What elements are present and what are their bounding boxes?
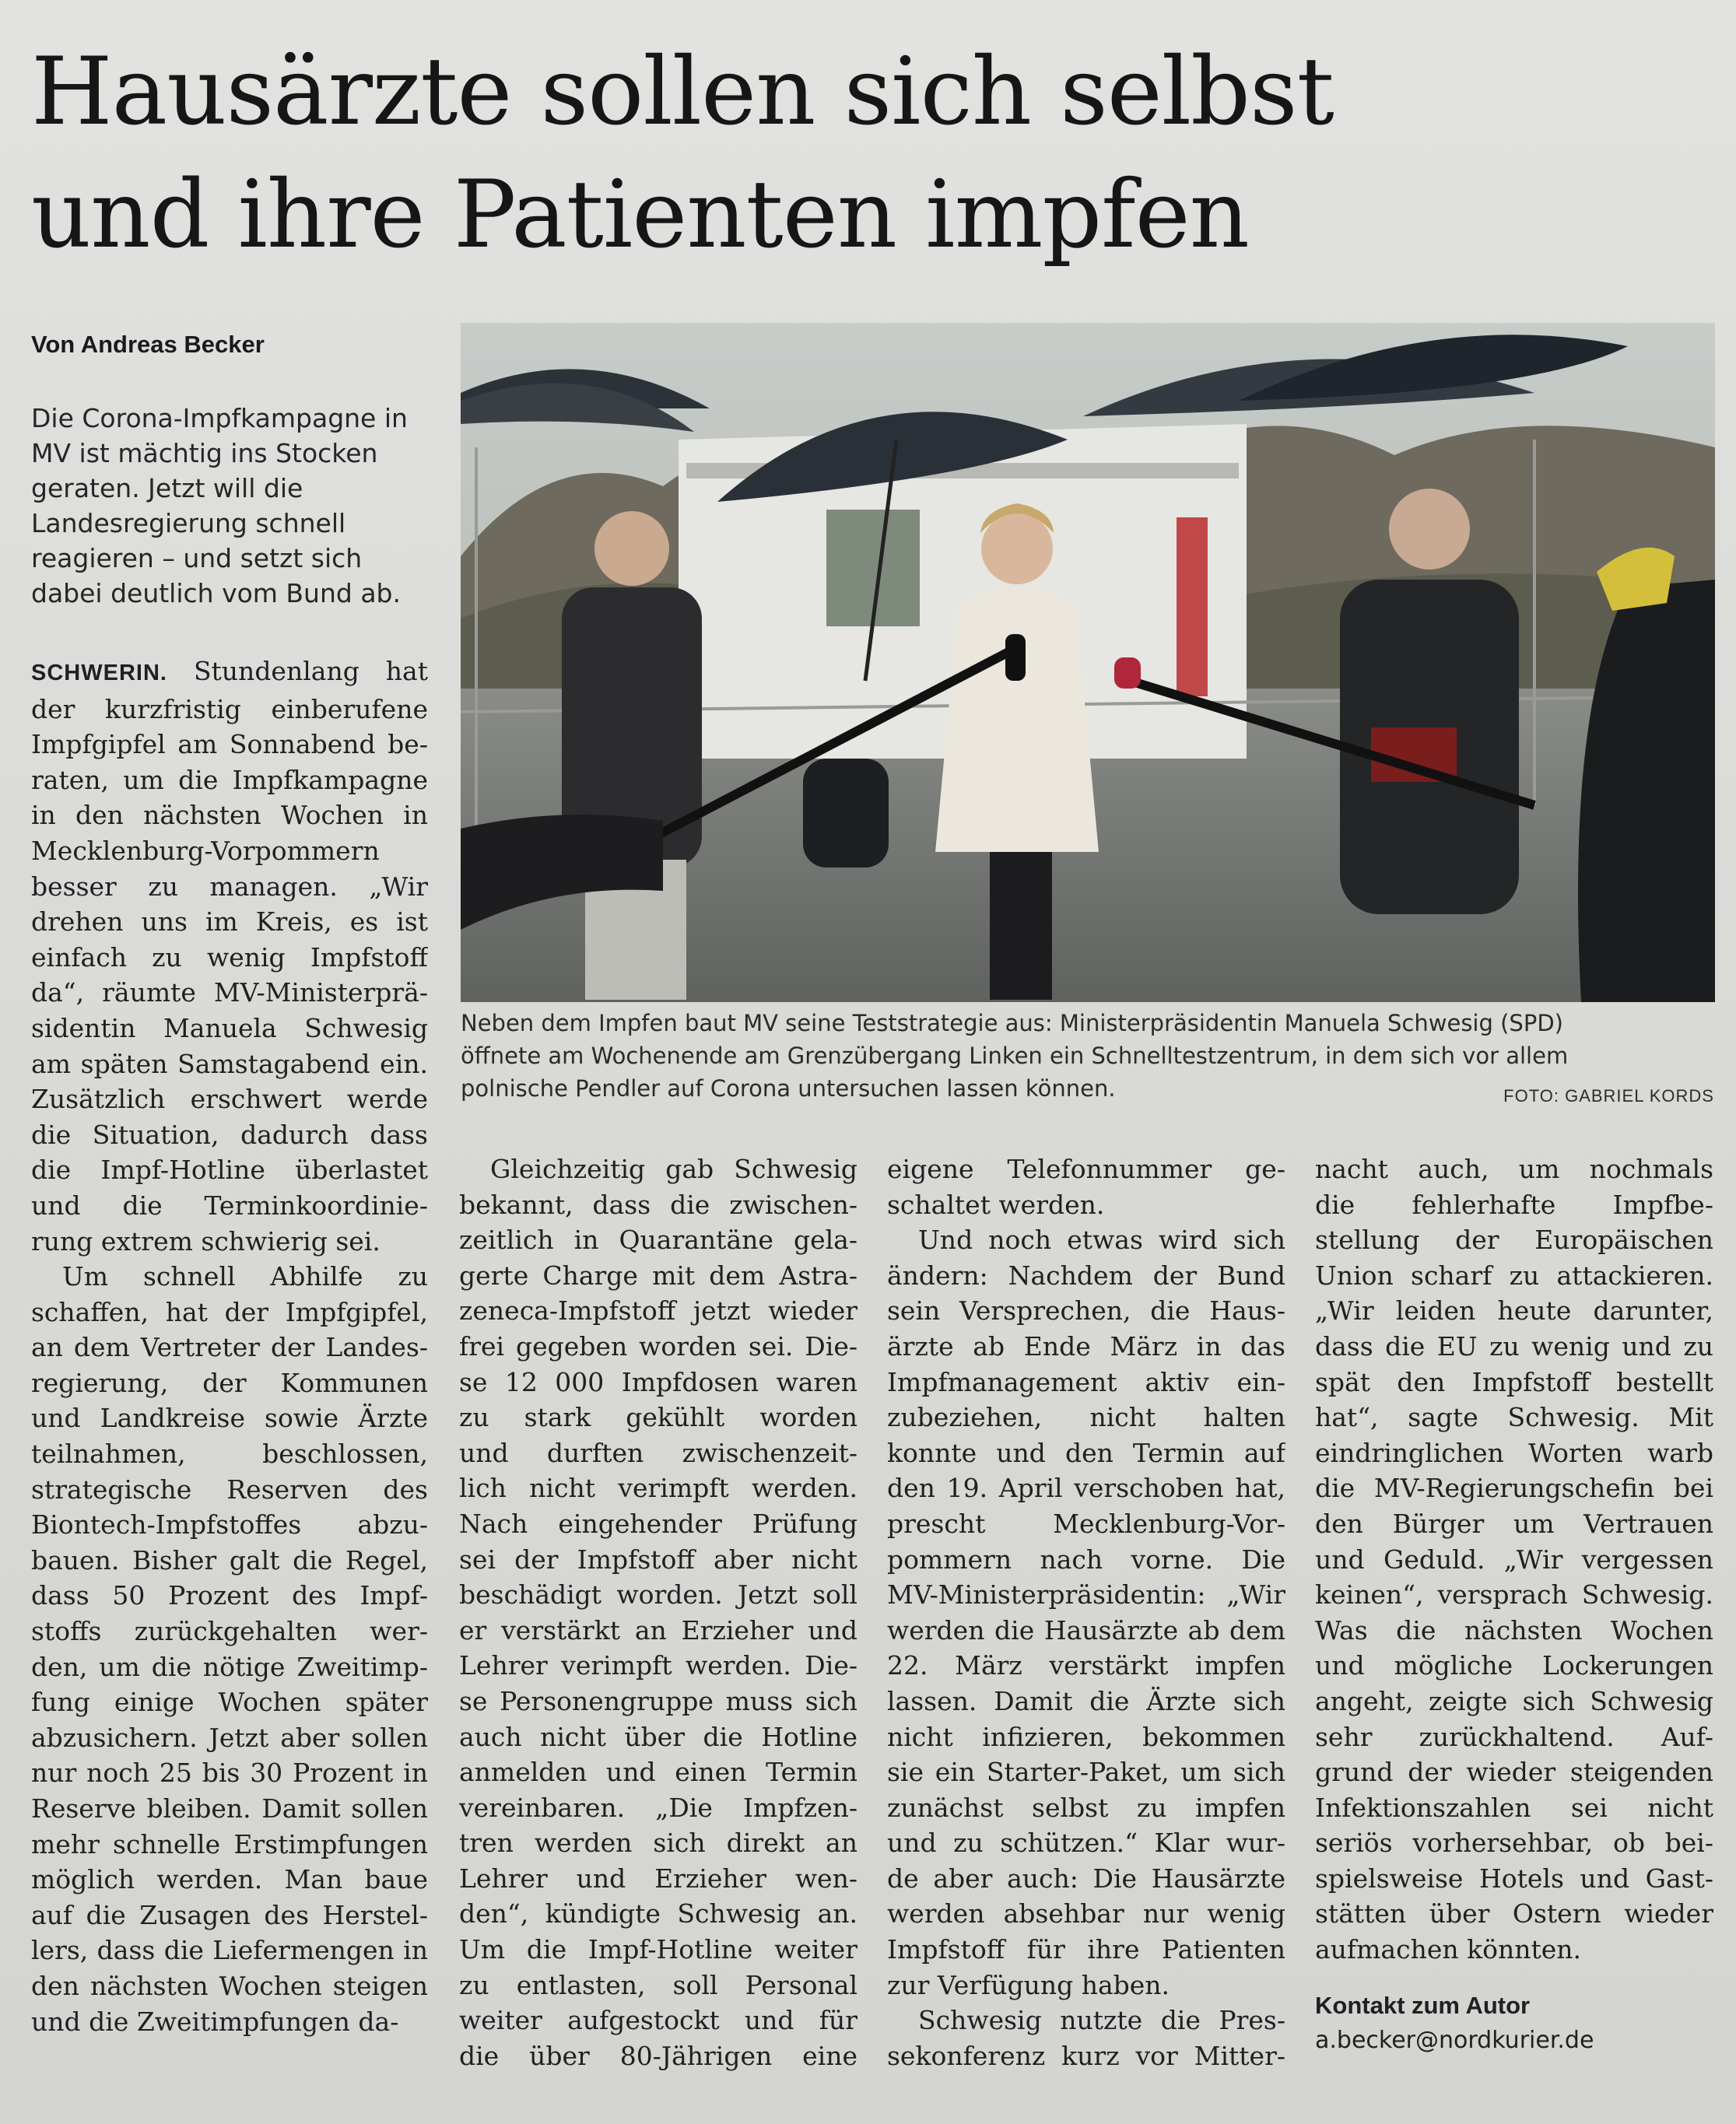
text-line: pommern nach vorne. Die <box>887 1544 1285 1575</box>
text-line: da“, räumte MV-Ministerprä- <box>31 977 428 1008</box>
text-line: rung extrem schwierig sei. <box>31 1225 381 1257</box>
text-line: hat“, sagte Schwesig. Mit <box>1315 1402 1713 1433</box>
text-line: stoffs zurückgehalten wer- <box>31 1616 428 1647</box>
press-photo <box>461 323 1715 1002</box>
text-line: zur Verfügung haben. <box>887 1969 1170 2000</box>
contact-label: Kontakt zum Autor <box>1315 1991 1531 2019</box>
text-line: eindringlichen Worten warb <box>1315 1437 1713 1468</box>
caption-line: Neben dem Impfen baut MV seine Teststrategie aus: Ministerpräsidentin Manuela Schwesig (SPD) <box>461 1010 1563 1036</box>
caption-line: polnische Pendler auf Corona untersuchen lassen können. <box>461 1075 1116 1102</box>
text-line: gerte Charge mit dem Astra- <box>459 1260 857 1291</box>
text-line: Schwesig nutzte die Pres- <box>918 2005 1285 2036</box>
headline-line-2: und ihre Patienten impfen <box>31 161 1249 269</box>
text-line: frei gegeben worden sei. Die- <box>459 1330 857 1362</box>
text-line: nur noch 25 bis 30 Prozent in <box>31 1758 428 1789</box>
text-line: den“, kündigte Schwesig an. <box>459 1898 857 1929</box>
lead-line: geraten. Jetzt will die <box>31 473 303 503</box>
author-email-link[interactable]: a.becker@nordkurier.de <box>1315 2027 1594 2055</box>
text-line: den, um die nötige Zweitimp- <box>31 1651 428 1682</box>
text-line: tren werden sich direkt an <box>459 1828 857 1859</box>
article-column-3 <box>887 1151 1285 2073</box>
text-line: schaffen, hat der Impfgipfel, <box>31 1296 428 1327</box>
text-line: weiter aufgestockt und für <box>459 2005 857 2036</box>
text-line: zu entlasten, soll Personal <box>459 1969 857 2000</box>
text-line: mehr schnelle Erstimpfungen <box>31 1828 428 1859</box>
text-line: und die Terminkoordinie- <box>31 1190 428 1221</box>
text-line: die Situation, dadurch dass <box>31 1119 428 1150</box>
text-line: Zusätzlich erschwert werde <box>31 1084 428 1115</box>
press-photo-illustration <box>461 323 1715 1002</box>
text-line: dass 50 Prozent des Impf- <box>31 1580 428 1611</box>
text-line <box>31 654 428 692</box>
text-line: und mögliche Lockerungen <box>1315 1650 1713 1681</box>
text-line: und die Zweitimpfungen da- <box>31 2006 399 2037</box>
text-line: die über 80-Jährigen eine <box>459 2040 857 2071</box>
text-line: der kurzfristig einberufene <box>31 693 428 724</box>
text-line: bekannt, dass die zwischen- <box>459 1189 857 1220</box>
text-line: se Personengruppe muss sich <box>459 1685 857 1716</box>
text-line: drehen uns im Kreis, es ist <box>31 906 428 938</box>
text-line: regierung, der Kommunen <box>31 1367 428 1398</box>
text-line: schaltet werden. <box>887 1189 1105 1220</box>
text-line: die Impf-Hotline überlastet <box>31 1155 428 1186</box>
text-line: zeitlich in Quarantäne gela- <box>459 1225 857 1256</box>
text-line: spielsweise Hotels und Gast- <box>1315 1863 1713 1894</box>
text-line: stätten über Ostern wieder <box>1315 1898 1713 1929</box>
text-line: sekonferenz kurz vor Mitter- <box>887 2040 1285 2071</box>
article-column-4 <box>1315 1151 1713 2059</box>
text-line: zeneca-Impfstoff jetzt wieder <box>459 1295 857 1327</box>
text-line: MV-Ministerpräsidentin: „Wir <box>887 1579 1285 1611</box>
text-line: beschädigt worden. Jetzt soll <box>459 1579 857 1611</box>
text-line: besser zu managen. „Wir <box>31 871 428 902</box>
text-line: Was die nächsten Wochen <box>1315 1614 1713 1646</box>
text-line: 22. März verstärkt impfen <box>887 1650 1285 1681</box>
text-line: an dem Vertreter der Landes- <box>31 1332 428 1363</box>
text-line: Union scharf zu attackieren. <box>1315 1260 1713 1291</box>
text-line: werden die Hausärzte ab dem <box>887 1614 1285 1646</box>
text-line: ändern: Nachdem der Bund <box>887 1260 1285 1291</box>
spacer <box>1315 1968 1713 1988</box>
text-line: bauen. Bisher galt die Regel, <box>31 1544 428 1575</box>
text-line: „Wir leiden heute darunter, <box>1315 1295 1713 1327</box>
text-line: den nächsten Wochen steigen <box>31 1970 428 2001</box>
text-line: und durften zwischenzeit- <box>459 1437 857 1468</box>
text-line: Nach eingehender Prüfung <box>459 1508 857 1539</box>
text-line: Lehrer und Erzieher wen- <box>459 1863 857 1894</box>
text-line: Um schnell Abhilfe zu <box>62 1261 428 1292</box>
text-line: die fehlerhafte Impfbe- <box>1315 1189 1713 1220</box>
text-line: sein Versprechen, die Haus- <box>887 1295 1285 1327</box>
text-line: sie ein Starter-Paket, um sich <box>887 1757 1285 1788</box>
headline <box>31 31 1712 277</box>
text-line: auf die Zusagen des Herstel- <box>31 1899 428 1930</box>
text-line: zunächst selbst zu impfen <box>887 1792 1285 1823</box>
text-line: raten, um die Impfkampagne <box>31 764 428 795</box>
text-line: am späten Samstagabend ein. <box>31 1048 428 1079</box>
text-line: konnte und den Termin auf <box>887 1437 1285 1468</box>
lead-line: Die Corona-Impfkampagne in <box>31 403 408 433</box>
text-line: sei der Impfstoff aber nicht <box>459 1544 857 1575</box>
text-line: und zu schützen.“ Klar wur- <box>887 1828 1285 1859</box>
text-line: den Bürger um Vertrauen <box>1315 1508 1713 1539</box>
text-line: nicht infizieren, bekommen <box>887 1721 1285 1752</box>
article-column-2 <box>459 1151 857 2073</box>
text-line: anmelden und einen Termin <box>459 1757 857 1788</box>
text-line: lers, dass die Liefermengen in <box>31 1935 428 1966</box>
text-line: Mecklenburg-Vorpommern <box>31 835 380 866</box>
text-line: spät den Impfstoff bestellt <box>1315 1366 1713 1397</box>
text-line: möglich werden. Man baue <box>31 1864 428 1895</box>
text-fragment: Stundenlang hat <box>193 656 428 686</box>
text-line: Biontech-Impfstoffes abzu- <box>31 1509 428 1540</box>
text-line: sidentin Manuela Schwesig <box>31 1012 428 1043</box>
text-line: zu stark gekühlt worden <box>459 1402 857 1433</box>
text-line: Infektionszahlen sei nicht <box>1315 1792 1713 1823</box>
text-line: und Landkreise sowie Ärzte <box>31 1403 428 1434</box>
photo-credit: FOTO: GABRIEL KORDS <box>1503 1086 1714 1106</box>
text-line: werden absehbar nur wenig <box>887 1898 1285 1929</box>
text-line: nacht auch, um nochmals <box>1315 1154 1713 1184</box>
text-line: sehr zurückhaltend. Auf- <box>1315 1721 1713 1752</box>
text-line: se 12 000 Impfdosen waren <box>459 1366 857 1397</box>
lead-line: MV ist mächtig ins Stocken <box>31 438 378 468</box>
text-line: ärzte ab Ende März in das <box>887 1330 1285 1362</box>
text-line: Impfstoff für ihre Patienten <box>887 1934 1285 1965</box>
text-line: stellung der Europäischen <box>1315 1225 1713 1256</box>
lead-line: dabei deutlich vom Bund ab. <box>31 578 401 608</box>
text-line: Impfmanagement aktiv ein- <box>887 1366 1285 1397</box>
text-line: strategische Reserven des <box>31 1474 428 1505</box>
text-line: abzusichern. Jetzt aber sollen <box>31 1722 428 1753</box>
text-line: in den nächsten Wochen in <box>31 800 428 831</box>
text-line: Und noch etwas wird sich <box>918 1225 1285 1256</box>
text-line: Um die Impf-Hotline weiter <box>459 1934 857 1965</box>
byline: Von Andreas Becker <box>31 331 265 358</box>
dateline: SCHWERIN. <box>31 661 167 685</box>
text-line: seriös vorhersehbar, ob bei- <box>1315 1828 1713 1859</box>
text-line: eigene Telefonnummer ge- <box>887 1154 1285 1184</box>
text-line: Gleichzeitig gab Schwesig <box>490 1154 857 1184</box>
caption-line: öffnete am Wochenende am Grenzübergang Linken ein Schnelltestzentrum, in dem sich vor allem <box>461 1043 1569 1069</box>
text-line: teilnahmen, beschlossen, <box>31 1439 428 1470</box>
text-line: aufmachen könnten. <box>1315 1934 1582 1965</box>
text-line: lassen. Damit die Ärzte sich <box>887 1685 1285 1716</box>
text-line: Lehrer verimpft werden. Die- <box>459 1650 857 1681</box>
text-line: und Geduld. „Wir vergessen <box>1315 1544 1713 1575</box>
text-line: keinen“, versprach Schwesig. <box>1315 1579 1713 1611</box>
text-line: einfach zu wenig Impfstoff <box>31 941 428 973</box>
text-line: zubeziehen, nicht halten <box>887 1402 1285 1433</box>
headline-line-1: Hausärzte sollen sich selbst <box>31 38 1334 146</box>
text-line: de aber auch: Die Hausärzte <box>887 1863 1285 1894</box>
text-line: dass die EU zu wenig und zu <box>1315 1330 1713 1362</box>
text-line: Impfgipfel am Sonnabend be- <box>31 729 428 760</box>
text-line: vereinbaren. „Die Impfzen- <box>459 1792 857 1823</box>
text-line: die MV-Regierungschefin bei <box>1315 1473 1713 1504</box>
text-line: fung einige Wochen später <box>31 1687 428 1718</box>
text-line: grund der wieder steigenden <box>1315 1757 1713 1788</box>
text-line: den 19. April verschoben hat, <box>887 1473 1285 1504</box>
text-line: Reserve bleiben. Damit sollen <box>31 1793 428 1824</box>
lead-paragraph <box>31 401 436 611</box>
text-line: lich nicht verimpft werden. <box>459 1473 857 1504</box>
text-line: angeht, zeigte sich Schwesig <box>1315 1685 1713 1716</box>
text-line: prescht Mecklenburg-Vor- <box>887 1508 1285 1539</box>
lead-line: reagieren – und setzt sich <box>31 543 363 573</box>
article-column-1 <box>31 654 428 2039</box>
text-line: er verstärkt an Erzieher und <box>459 1614 857 1646</box>
lead-line: Landesregierung schnell <box>31 508 346 538</box>
text-line: auch nicht über die Hotline <box>459 1721 857 1752</box>
